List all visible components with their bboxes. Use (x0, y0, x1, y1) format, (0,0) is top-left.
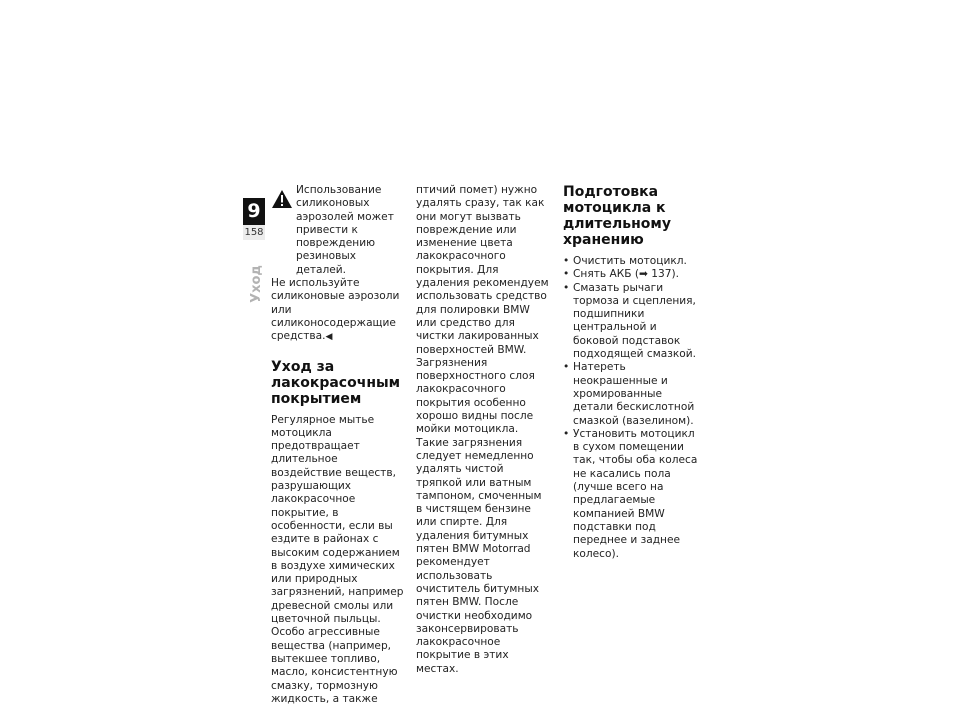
chapter-number: 9 (243, 198, 265, 225)
list-item: • Натереть неокрашенные и хромированные детали бескислотной смазкой (вазелином). (563, 361, 700, 427)
column-2 (416, 184, 550, 676)
warning-text: Использование силиконовых аэрозолей может привести к повреждению резиновых деталей. (296, 184, 394, 276)
warning-continuation: Не используйте силиконовые аэрозоли или силиконосодержащие средства. (271, 277, 400, 343)
paint-care-paragraph-1: Регулярное мытье мотоцикла предотвращает длительное воздействие веществ, разрушающих лакокрасочное покрытие, в особенности, если вы ездите в районах с высоким содержанием в воздухе химических или природных загрязнений, например древесной смолы или цветочной пыльцы. (271, 413, 404, 626)
list-item: • Смазать рычаги тормоза и сцепления, подшипники центральной и боковой подставок подходящей смазкой. (563, 282, 700, 362)
paint-care-paragraph-4: Загрязнения поверхностного слоя лакокрасочного покрытия особенно хорошо видны после мойки мотоцикла. Такие загрязнения следует немедленно удалять чистой тряпкой или ватным тампоном, смоченным в чистящем бензине или спирте. Для удаления битумных пятен BMW Motorrad рекомендует использовать очиститель битумных пятен BMW. После очистки необходимо законсервировать лакокрасочное покрытие в этих местах. (416, 356, 542, 675)
warning-block (271, 184, 406, 277)
page-number: 158 (244, 227, 264, 238)
heading-storage-preparation: Подготовка мотоцикла к длительному хранению (563, 184, 671, 248)
heading-paint-care: Уход за лакокрасочным покрытием (271, 358, 401, 407)
chapter-title-vertical: Уход (249, 265, 264, 303)
paint-care-paragraph-3: птичий помет) нужно удалять сразу, так как они могут вызвать повреждение или изменение цвета лакокрасочного покрытия. Для удаления рекомендуем использовать средство для полировки BMW или средство для чистки лакированных поверхностей BMW. (416, 184, 549, 356)
storage-steps-list (563, 255, 700, 561)
paint-care-paragraph-2: Особо агрессивные вещества (например, вытекшее топливо, масло, консистентную смазку, тормозную жидкость, а также (271, 626, 398, 705)
list-item: • Очистить мотоцикл. (563, 255, 700, 268)
warning-icon (271, 189, 293, 209)
end-mark-icon: ◀ (325, 332, 333, 343)
column-3 (563, 184, 700, 561)
column-1 (271, 184, 406, 706)
list-item: • Установить мотоцикл в сухом помещении так, чтобы оба колеса не касались пола (лучше всего на предлагаемые компанией BMW подставки под переднее и заднее колесо). (563, 428, 700, 561)
list-item: • Снять АКБ (➡ 137). (563, 268, 700, 281)
chapter-tab (243, 198, 265, 240)
